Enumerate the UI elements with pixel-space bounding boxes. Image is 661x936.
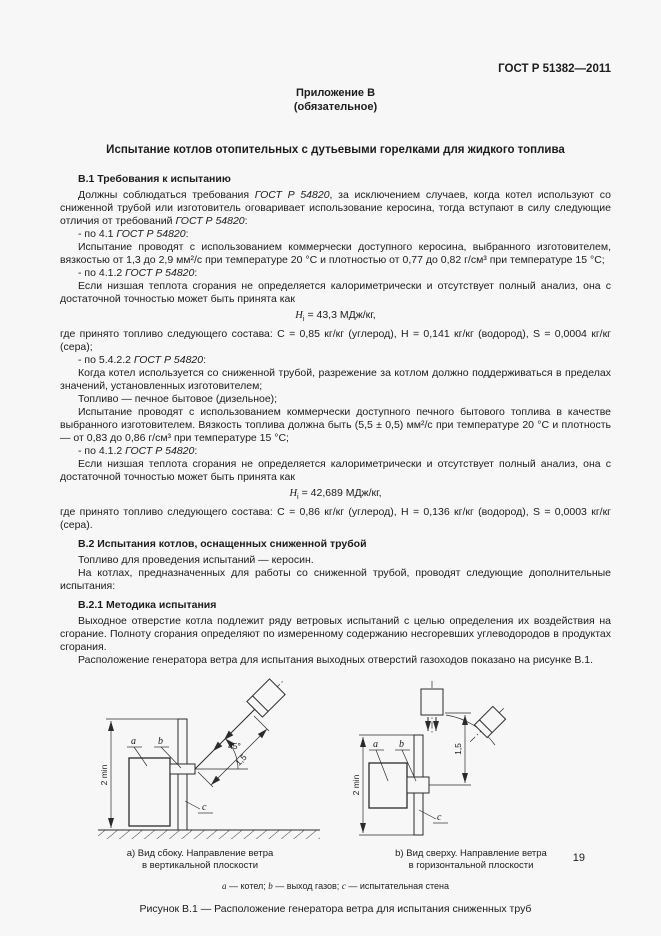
content-blocks: [60, 173, 611, 667]
paragraph: - по 5.4.2.2 ГОСТ Р 54820:: [78, 354, 207, 367]
side-view-diagram: [78, 675, 323, 845]
paragraph: где принято топливо следующего состава: С = 0,85 кг/кг (углерод), Н = 0,141 кг/кг (водород), S = 0,0004 кг/кг (сера);: [60, 328, 611, 354]
figure-legend: а — котел; b — выход газов; с — испытательная стена: [221, 881, 450, 892]
leader-c: [419, 810, 436, 819]
paragraph: Топливо — печное бытовое (дизельное);: [78, 393, 278, 406]
boiler-rect: [369, 763, 407, 808]
ground-hatching: [98, 830, 320, 839]
paragraph: Выходное отверстие котла подлежит ряду ветровых испытаний с целью определения их воздействия на сгорание. Полноту сгорания определяют по измеренному содержанию несгоревших углеводородов в продуктах сгорания.: [60, 615, 611, 654]
distance-dimension-label: 1,5: [452, 743, 463, 756]
paragraph: Расположение генератора ветра для испытания выходных отверстий газоходов показано на рисунке В.1.: [78, 654, 593, 667]
distance-dimension-label: 1,5: [232, 752, 249, 768]
formula: $H_i = 43,3$ МДж/кг,: [295, 309, 376, 324]
page-number: 19: [572, 852, 585, 864]
appendix-header: [60, 86, 611, 114]
paragraph: где принято топливо следующего состава: С = 0,86 кг/кг (углерод), Н = 0,136 кг/кг (водород), S = 0,0003 кг/кг (сера).: [60, 506, 611, 532]
paragraph: Испытание проводят с использованием коммерчески доступного керосина, выбранного изготовителем, вязкостью от 1,3 до 2,9 мм²/с при температуре 20 °С и плотностью от 0,77 до 0,82 г/см³ при температуре 15 °С;: [60, 241, 611, 266]
height-dimension-label: 2 min: [350, 774, 361, 796]
boiler-rect: [129, 758, 170, 826]
paragraph: Топливо для проведения испытаний — керосин.: [78, 554, 314, 567]
section-heading: В.2 Испытания котлов, оснащенных сниженной трубой: [78, 538, 367, 551]
label-c: c: [436, 812, 441, 824]
top-view-caption: b) Вид сверху. Направление ветра в горизонтальной плоскости: [395, 848, 547, 872]
subfigure-top-view: [349, 675, 594, 872]
paragraph: Если низшая теплота сгорания не определяется калориметрически и отсутствует полный анализ, она с достаточной точностью может быть принята как: [60, 280, 611, 305]
paragraph: - по 4.1 ГОСТ Р 54820:: [78, 228, 189, 240]
paragraph: На котлах, предназначенных для работы со сниженной трубой, проводят следующие дополнительные испытания:: [60, 567, 611, 593]
paragraph: Если низшая теплота сгорания не определяется калориметрически и отсутствует полный анализ, она с достаточной точностью может быть принята как: [60, 458, 611, 484]
subfigure-side-view: [78, 675, 323, 872]
doc-number: ГОСТ Р 51382—2011: [498, 63, 611, 75]
appendix-label: Приложение В: [295, 87, 376, 99]
label-c: c: [201, 802, 206, 814]
figure-b1: [60, 675, 611, 872]
label-b: b: [157, 736, 163, 748]
figure-caption: Рисунок В.1 — Расположение генератора ветра для испытания сниженных труб: [139, 903, 532, 916]
wind-generator-rotated: [463, 700, 511, 748]
paragraph: - по 4.1.2 ГОСТ Р 54820:: [78, 267, 198, 279]
paragraph: Должны соблюдаться требования ГОСТ Р 54820, за исключением случаев, когда котел используют со сниженной трубой или изготовитель оговаривает использование керосина, тогда вступают в силу следующие отличия от требований ГОСТ Р 54820:: [60, 189, 612, 227]
content-area: [60, 86, 611, 915]
page-title: Испытание котлов отопительных с дутьевыми горелками для жидкого топлива: [106, 144, 565, 156]
appendix-note: (обязательное): [293, 101, 378, 113]
side-view-caption: а) Вид сбоку. Направление ветра в вертикальной плоскости: [126, 848, 274, 872]
flue-outlet: [407, 777, 429, 793]
paragraph: - по 4.1.2 ГОСТ Р 54820:: [78, 445, 198, 458]
wind-generator: [238, 675, 292, 726]
formula: $H_i = 42,689$ МДж/кг,: [289, 487, 382, 502]
height-dimension-label: 2 min: [98, 764, 109, 786]
section-heading: В.2.1 Методика испытания: [78, 599, 217, 612]
flue-outlet: [170, 764, 195, 774]
paragraph: Испытание проводят с использованием коммерчески доступного печного бытового топлива в качестве выбранного изготовителем. Вязкость топлива должна быть (5,5 ± 0,5) мм²/с при температуре 20 °С и плотность — от 0,83 до 0,86 г/см³ при температуре 15 °С;: [60, 406, 611, 445]
wind-generator: [421, 689, 443, 715]
paragraph: Когда котел используется со сниженной трубой, разрежение за котлом должно поддерживаться в пределах значений, установленных изготовителем;: [60, 367, 611, 393]
label-a: a: [372, 739, 378, 751]
label-b: b: [398, 739, 404, 751]
label-a: a: [130, 736, 136, 748]
top-view-diagram: [349, 675, 594, 845]
section-heading: В.1 Требования к испытанию: [78, 173, 231, 185]
angle-label: 45°: [227, 741, 241, 752]
